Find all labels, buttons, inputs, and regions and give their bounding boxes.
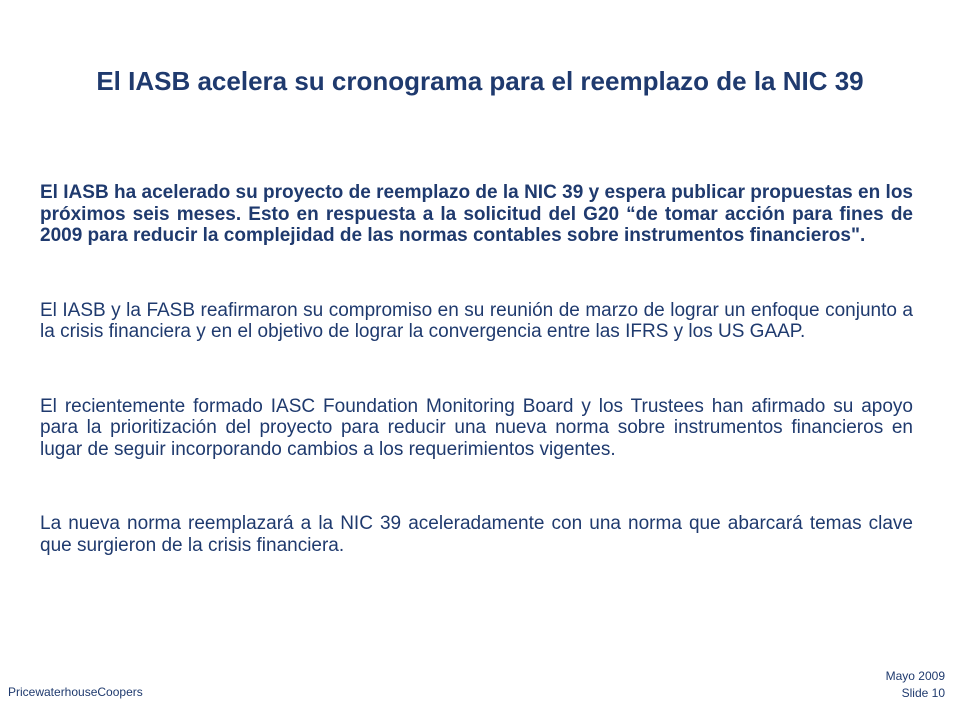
paragraph-1: El IASB ha acelerado su proyecto de reemplazo de la NIC 39 y espera publicar propuestas en los próximos seis meses. Esto en respuesta a la solicitud del G20 “de tomar acción para fines de 2009 para reducir la complejidad de las normas contables sobre instrumentos financieros". <box>40 182 913 246</box>
slide-title: El IASB acelera su cronograma para el reemplazo de la NIC 39 <box>96 66 864 96</box>
slide-body <box>40 182 913 556</box>
paragraph-3: El recientemente formado IASC Foundation Monitoring Board y los Trustees han afirmado su apoyo para la prioritización del proyecto para reducir una nueva norma sobre instrumentos financieros en lugar de seguir incorporando cambios a los requerimientos vigentes. <box>40 395 913 460</box>
footer-slide-number: Slide 10 <box>901 686 945 700</box>
footer-meta <box>886 668 945 702</box>
paragraph-2: El IASB y la FASB reafirmaron su compromiso en su reunión de marzo de lograr un enfoque conjunto a la crisis financiera y en el objetivo de lograr la convergencia entre las IFRS y los US GAAP. <box>40 299 913 342</box>
footer-company: PricewaterhouseCoopers <box>8 685 143 699</box>
paragraph-4: La nueva norma reemplazará a la NIC 39 aceleradamente con una norma que abarcará temas clave que surgieron de la crisis financiera. <box>40 513 913 556</box>
footer-date: Mayo 2009 <box>885 669 945 683</box>
